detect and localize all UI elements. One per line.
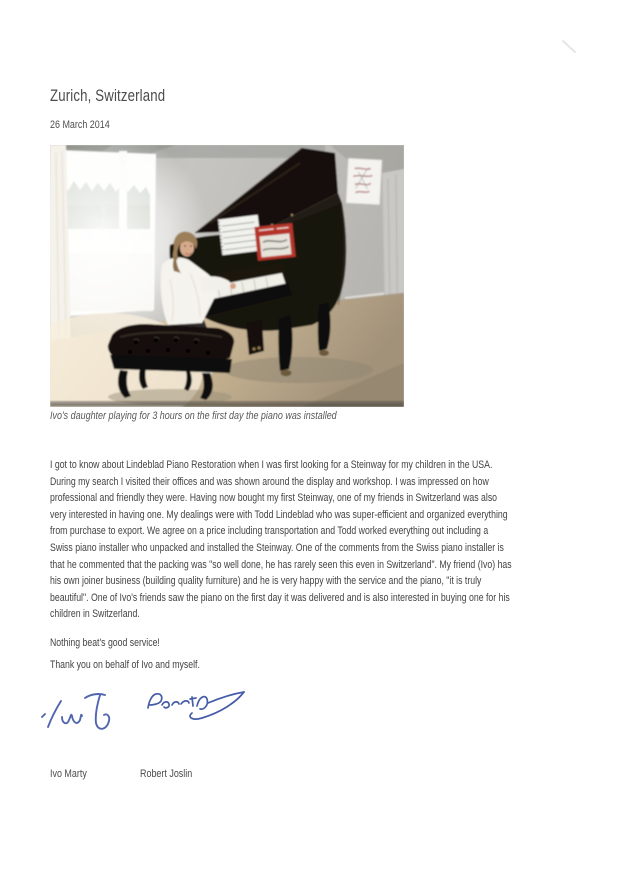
body-line: his own joiner business (building quality furniture) and he is very happy with the service and the piano, "it is truly [50,575,482,588]
letter-date: 26 March 2014 [50,119,110,131]
body-line: that he commented that the packing was "so well done, he has rarely seen this even in Switzerland". My friend (Ivo) has [50,558,512,571]
piano-bench [108,324,234,405]
body-line: During my search I visited their offices and was shown around the display and workshop. I was impressed on how [50,475,489,488]
body-line: Swiss piano installer who unpacked and installed the Steinway. One of the comments from the Swiss piano installer is [50,541,504,554]
photo-figure [50,145,404,407]
body-line: children in Switzerland. [50,608,140,621]
body-line: I got to know about Lindeblad Piano Restoration when I was first looking for a Steinway for my children in the USA. [50,459,493,471]
location-heading: Zurich, Switzerland [50,87,166,105]
photo-wall-picture [346,158,382,205]
faint-pen-mark [558,36,582,58]
photo-caption: Ivo's daughter playing for 3 hours on the first day the piano was installed [50,410,337,422]
body-line: professional and friendly they were. Having now bought my first Steinway, one of my friends in Switzerland was also [50,492,498,505]
letter-body [50,457,512,623]
red-music-book [254,223,295,261]
closing-line-1: Nothing beat's good service! [50,637,160,649]
photo-bottom-shadow [50,404,404,407]
signature-robert-joslin [140,686,252,732]
closing-line-2: Thank you on behalf of Ivo and myself. [50,659,200,671]
body-line: very interested in having one. My dealings were with Todd Lindeblad who was super-efficient and organized everything [50,508,508,521]
signatory-name-ivo: Ivo Marty [50,768,87,780]
signature-ivo-marty [36,683,116,743]
piano-room-photo [50,145,404,407]
body-line: from purchase to export. We agree on a price including transportation and Todd worked everything out including a [50,525,489,538]
body-line: beautiful". One of Ivo's friends saw the piano on the first day it was delivered and is also interested in buying one for his [50,591,510,604]
signatory-name-robert: Robert Joslin [140,768,193,780]
